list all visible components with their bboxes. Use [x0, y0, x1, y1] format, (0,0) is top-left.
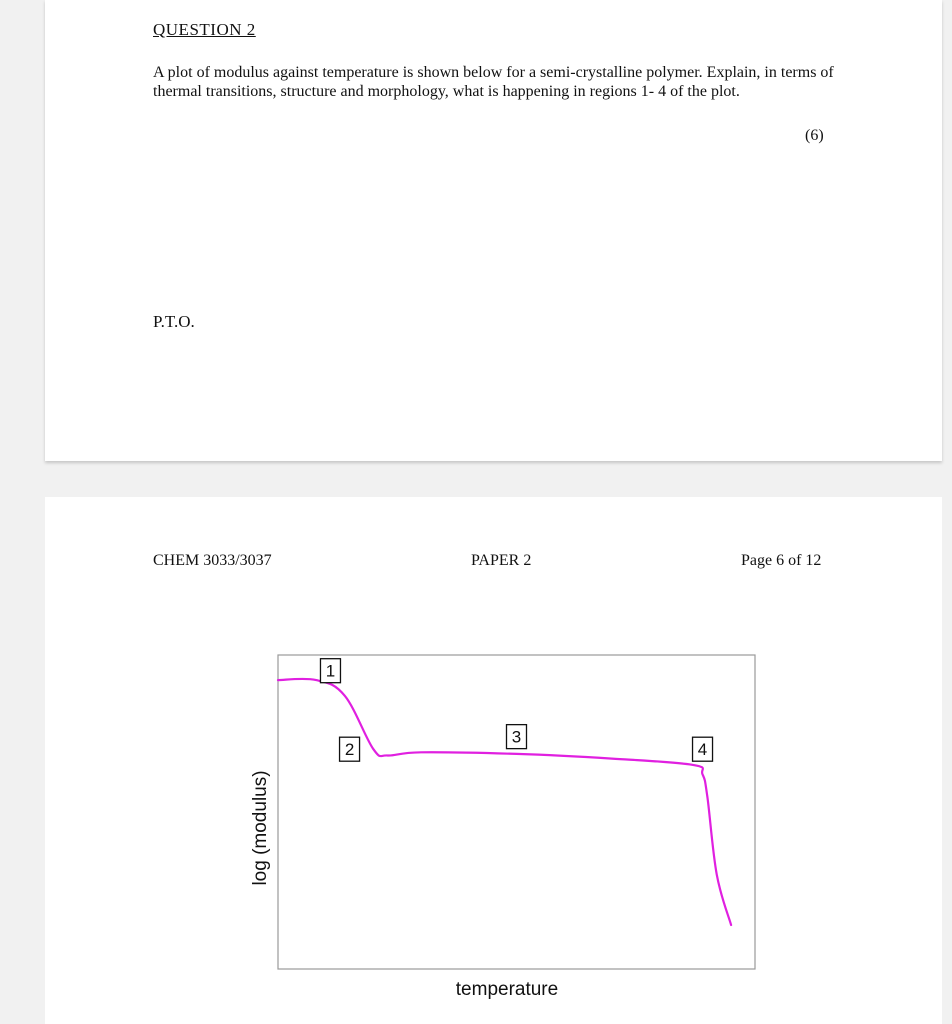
region-marker-3	[507, 725, 527, 749]
region-label: 4	[697, 740, 708, 760]
paper-number: PAPER 2	[471, 552, 532, 569]
region-label: 2	[344, 740, 355, 760]
modulus-curve	[278, 679, 731, 925]
region-label: 3	[511, 727, 522, 747]
x-axis-label: temperature	[455, 979, 559, 1000]
question-title: QUESTION 2	[153, 20, 256, 39]
question-marks: (6)	[805, 127, 824, 144]
page-number: Page 6 of 12	[741, 552, 822, 569]
region-marker-4	[693, 737, 713, 761]
pto-label: P.T.O.	[153, 312, 195, 331]
region-marker-2	[340, 737, 360, 761]
region-label: 1	[325, 661, 336, 681]
region-marker-1	[320, 659, 340, 683]
course-code: CHEM 3033/3037	[153, 552, 272, 569]
y-axis-label: log (modulus)	[250, 770, 271, 886]
question-text: A plot of modulus against temperature is shown below for a semi-crystalline polymer. Explain, in terms of thermal transitions, structure and morphology, what is happening in regions 1- 4 of the plot.	[153, 64, 834, 100]
region-markers	[320, 659, 712, 762]
